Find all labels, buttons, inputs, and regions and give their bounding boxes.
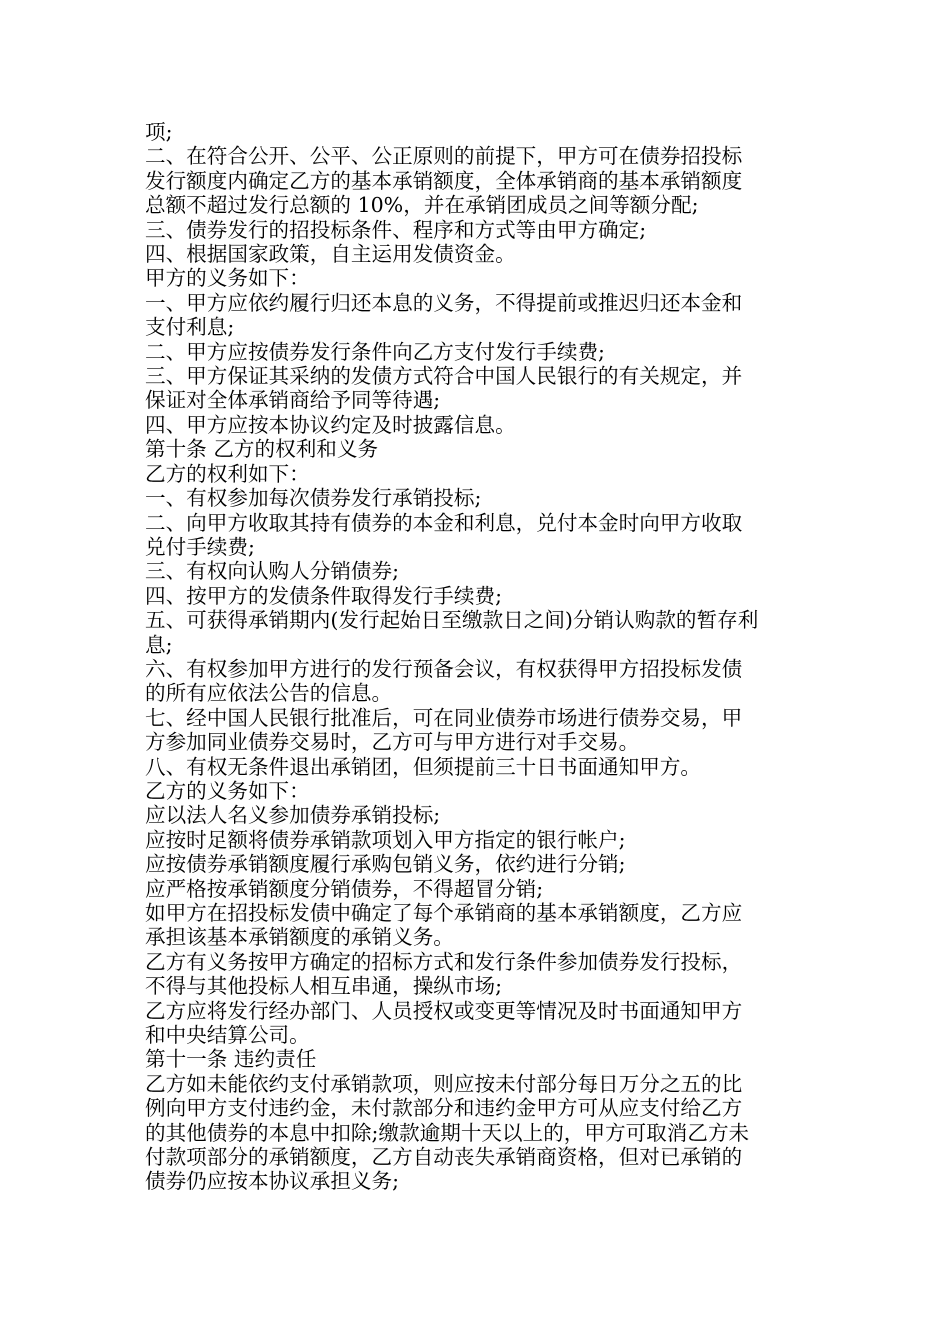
text-line: 应按时足额将债券承销款项划入甲方指定的银行帐户; xyxy=(145,827,626,852)
text-line: 发行额度内确定乙方的基本承销额度，全体承销商的基本承销额度 xyxy=(145,168,743,193)
text-line: 乙方有义务按甲方确定的招标方式和发行条件参加债券发行投标， xyxy=(145,949,743,974)
text-line: 承担该基本承销额度的承销义务。 xyxy=(145,925,454,950)
text-line: 应按债券承销额度履行承购包销义务，依约进行分销; xyxy=(145,852,626,877)
section-heading: 甲方的义务如下： xyxy=(145,266,310,291)
text-line: 如甲方在招投标发债中确定了每个承销商的基本承销额度，乙方应 xyxy=(145,901,743,925)
text-line: 三、债券发行的招投标条件、程序和方式等由甲方确定; xyxy=(145,217,647,242)
text-line: 总额不超过发行总额的 10%，并在承销团成员之间等额分配; xyxy=(145,193,699,218)
section-heading: 乙方的权利如下： xyxy=(145,461,310,486)
text-line: 七、经中国人民银行批准后，可在同业债券市场进行债券交易，甲 xyxy=(145,705,743,730)
text-line: 息; xyxy=(145,632,173,657)
text-line: 二、在符合公开、公平、公正原则的前提下，甲方可在债券招投标 xyxy=(145,144,743,169)
text-line: 方参加同业债券交易时，乙方可与甲方进行对手交易。 xyxy=(145,730,640,755)
text-line: 支付利息; xyxy=(145,315,235,340)
text-line: 应以法人名义参加债券承销投标; xyxy=(145,803,441,828)
text-line: 二、甲方应按债券发行条件向乙方支付发行手续费; xyxy=(145,339,605,364)
text-line: 债券仍应按本协议承担义务; xyxy=(145,1169,400,1194)
article-heading: 第十一条 违约责任 xyxy=(145,1047,317,1072)
text-line: 和中央结算公司。 xyxy=(145,1023,310,1048)
text-line: 例向甲方支付违约金，未付款部分和违约金甲方可从应支付给乙方 xyxy=(145,1096,743,1121)
text-line: 三、甲方保证其采纳的发债方式符合中国人民银行的有关规定，并 xyxy=(145,364,743,389)
text-line: 的所有应依法公告的信息。 xyxy=(145,681,393,706)
text-line: 乙方应将发行经办部门、人员授权或变更等情况及时书面通知甲方 xyxy=(145,998,743,1023)
text-line: 四、根据国家政策，自主运用发债资金。 xyxy=(145,242,516,267)
text-line: 二、向甲方收取其持有债券的本金和利息，兑付本金时向甲方收取 xyxy=(145,510,743,535)
text-line: 四、甲方应按本协议约定及时披露信息。 xyxy=(145,412,516,437)
text-line: 兑付手续费; xyxy=(145,534,255,559)
document-body xyxy=(145,120,810,1194)
section-heading: 乙方的义务如下： xyxy=(145,778,310,803)
text-line: 乙方如未能依约支付承销款项，则应按未付部分每日万分之五的比 xyxy=(145,1071,743,1096)
text-line: 八、有权无条件退出承销团，但须提前三十日书面通知甲方。 xyxy=(145,754,702,779)
text-line: 五、可获得承销期内(发行起始日至缴款日之间)分销认购款的暂存利 xyxy=(145,608,759,633)
text-line: 应严格按承销额度分销债券，不得超冒分销; xyxy=(145,876,544,901)
text-line: 付款项部分的承销额度，乙方自动丧失承销商资格，但对已承销的 xyxy=(145,1145,743,1170)
text-line: 的其他债券的本息中扣除;缴款逾期十天以上的，甲方可取消乙方未 xyxy=(145,1120,750,1145)
text-line: 六、有权参加甲方进行的发行预备会议，有权获得甲方招投标发债 xyxy=(145,656,743,681)
text-line: 不得与其他投标人相互串通，操纵市场; xyxy=(145,974,503,999)
article-heading: 第十条 乙方的权利和义务 xyxy=(145,437,379,462)
text-line: 一、有权参加每次债券发行承销投标; xyxy=(145,486,482,511)
text-line: 保证对全体承销商给予同等待遇; xyxy=(145,388,441,413)
text-line: 四、按甲方的发债条件取得发行手续费; xyxy=(145,583,503,608)
text-line: 三、有权向认购人分销债券; xyxy=(145,559,400,584)
text-line: 项; xyxy=(145,120,173,144)
text-line: 一、甲方应依约履行归还本息的义务，不得提前或推迟归还本金和 xyxy=(145,290,743,315)
